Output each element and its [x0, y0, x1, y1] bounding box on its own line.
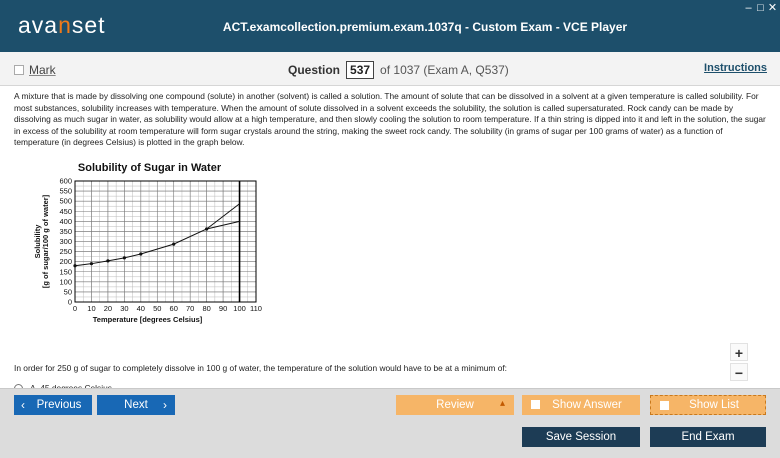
show-answer-button[interactable] — [522, 395, 640, 415]
data-point — [139, 252, 142, 255]
y-tick-label: 150 — [59, 267, 72, 277]
data-point — [106, 259, 109, 262]
question-indicator — [288, 61, 509, 79]
y-tick-label: 400 — [59, 216, 72, 226]
chart-title: Solubility of Sugar in Water — [77, 162, 222, 174]
next-button[interactable] — [97, 395, 175, 415]
question-label: Question — [288, 63, 341, 77]
x-tick-label: 30 — [120, 304, 129, 313]
review-label: Review — [436, 399, 474, 411]
chart-svg — [30, 159, 275, 334]
maximize-button[interactable]: □ — [757, 2, 764, 14]
question-content[interactable] — [0, 87, 780, 387]
y-tick-label: 550 — [59, 186, 72, 196]
y-tick-label: 450 — [59, 206, 72, 216]
previous-label: Previous — [36, 399, 82, 411]
x-tick-label: 20 — [103, 304, 113, 313]
caret-up-icon: ▴ — [499, 398, 505, 409]
x-tick-label: 60 — [169, 304, 178, 313]
x-tick-label: 80 — [202, 304, 211, 313]
question-text: A mixture that is made by dissolving one compound (solute) in another (solvent) is called a solution. The amount of solute that can be dissolved in a solvent at a given temperature is called solubility. For most substances, solubility increases with temperature. When the amount of solute dissolved in a solvent exceeds the solubility, the solution is called supersaturated. Rock candy can be made by dissolving as much sugar in water, as solubility would allow at a high temperature, and then slowly cooling the solution to room temperature. If a thin string is dipped into it and left in the solution, the sugar in excess of the solubility at room temperature will form sugar crystals around the string, making the sweet rock candy. The solubility (in grams of sugar per 100 grams of water) as a function of temperature (in degrees Celsius) is plotted in the graph below. — [14, 91, 766, 147]
solubility-chart — [30, 159, 275, 334]
question-number-input[interactable]: 537 — [346, 61, 374, 79]
y-tick-label: 50 — [63, 287, 72, 297]
y-tick-label: 0 — [67, 297, 72, 307]
y-tick-label: 100 — [59, 277, 72, 287]
data-point — [90, 262, 93, 265]
x-tick-label: 40 — [136, 304, 145, 313]
checkbox-icon — [14, 65, 24, 75]
question-bar — [0, 52, 780, 86]
zoom-out-button[interactable]: − — [730, 363, 748, 381]
y-tick-label: 350 — [59, 226, 72, 236]
window-title: ACT.examcollection.premium.exam.1037q - Custom Exam - VCE Player — [222, 20, 628, 34]
question-suffix: of 1037 (Exam A, Q537) — [380, 63, 509, 77]
instructions-link[interactable]: Instructions — [704, 62, 767, 74]
previous-button[interactable] — [14, 395, 92, 415]
show-answer-label: Show Answer — [552, 399, 622, 411]
chevron-left-icon: ‹ — [21, 398, 25, 412]
x-tick-label: 90 — [218, 304, 228, 313]
save-session-button[interactable]: Save Session — [522, 427, 640, 447]
y-tick-label: 300 — [59, 237, 72, 246]
navigation-bar — [0, 388, 780, 458]
next-label: Next — [124, 399, 148, 411]
y-axis-label-line1: Solubility — [33, 224, 42, 259]
mark-label: Mark — [29, 63, 56, 77]
end-exam-button[interactable]: End Exam — [650, 427, 766, 447]
show-list-label: Show List — [689, 399, 739, 411]
data-point — [172, 243, 175, 246]
data-point — [123, 256, 126, 259]
x-axis-label: Temperature [degrees Celsius] — [92, 315, 203, 324]
close-button[interactable]: ✕ — [767, 2, 778, 14]
y-tick-label: 600 — [59, 176, 72, 186]
avanset-logo: avanset — [18, 12, 106, 38]
mark-checkbox[interactable] — [14, 63, 56, 77]
checkbox-icon — [660, 401, 669, 410]
x-tick-label: 50 — [153, 304, 162, 313]
x-tick-label: 0 — [72, 304, 78, 313]
checkbox-icon — [531, 400, 540, 409]
y-tick-label: 200 — [59, 257, 72, 267]
x-tick-label: 10 — [87, 304, 96, 313]
x-tick-label: 100 — [233, 304, 246, 313]
data-point — [73, 264, 76, 267]
title-bar — [0, 0, 780, 52]
data-point — [205, 227, 208, 230]
question-prompt: In order for 250 g of sugar to completely dissolve in 100 g of water, the temperature of the solution would have to be at a minimum of: — [14, 363, 508, 373]
y-tick-label: 500 — [59, 196, 72, 206]
x-tick-label: 70 — [186, 304, 195, 313]
y-axis-label-line2: [g of sugar/100 g of water] — [41, 194, 50, 289]
chevron-right-icon: › — [163, 398, 167, 412]
zoom-in-button[interactable]: + — [730, 343, 748, 361]
show-list-button[interactable] — [650, 395, 766, 415]
x-tick-label: 110 — [250, 304, 262, 313]
y-tick-label: 250 — [59, 247, 72, 257]
review-button[interactable] — [396, 395, 514, 415]
minimize-button[interactable]: – — [745, 2, 752, 14]
